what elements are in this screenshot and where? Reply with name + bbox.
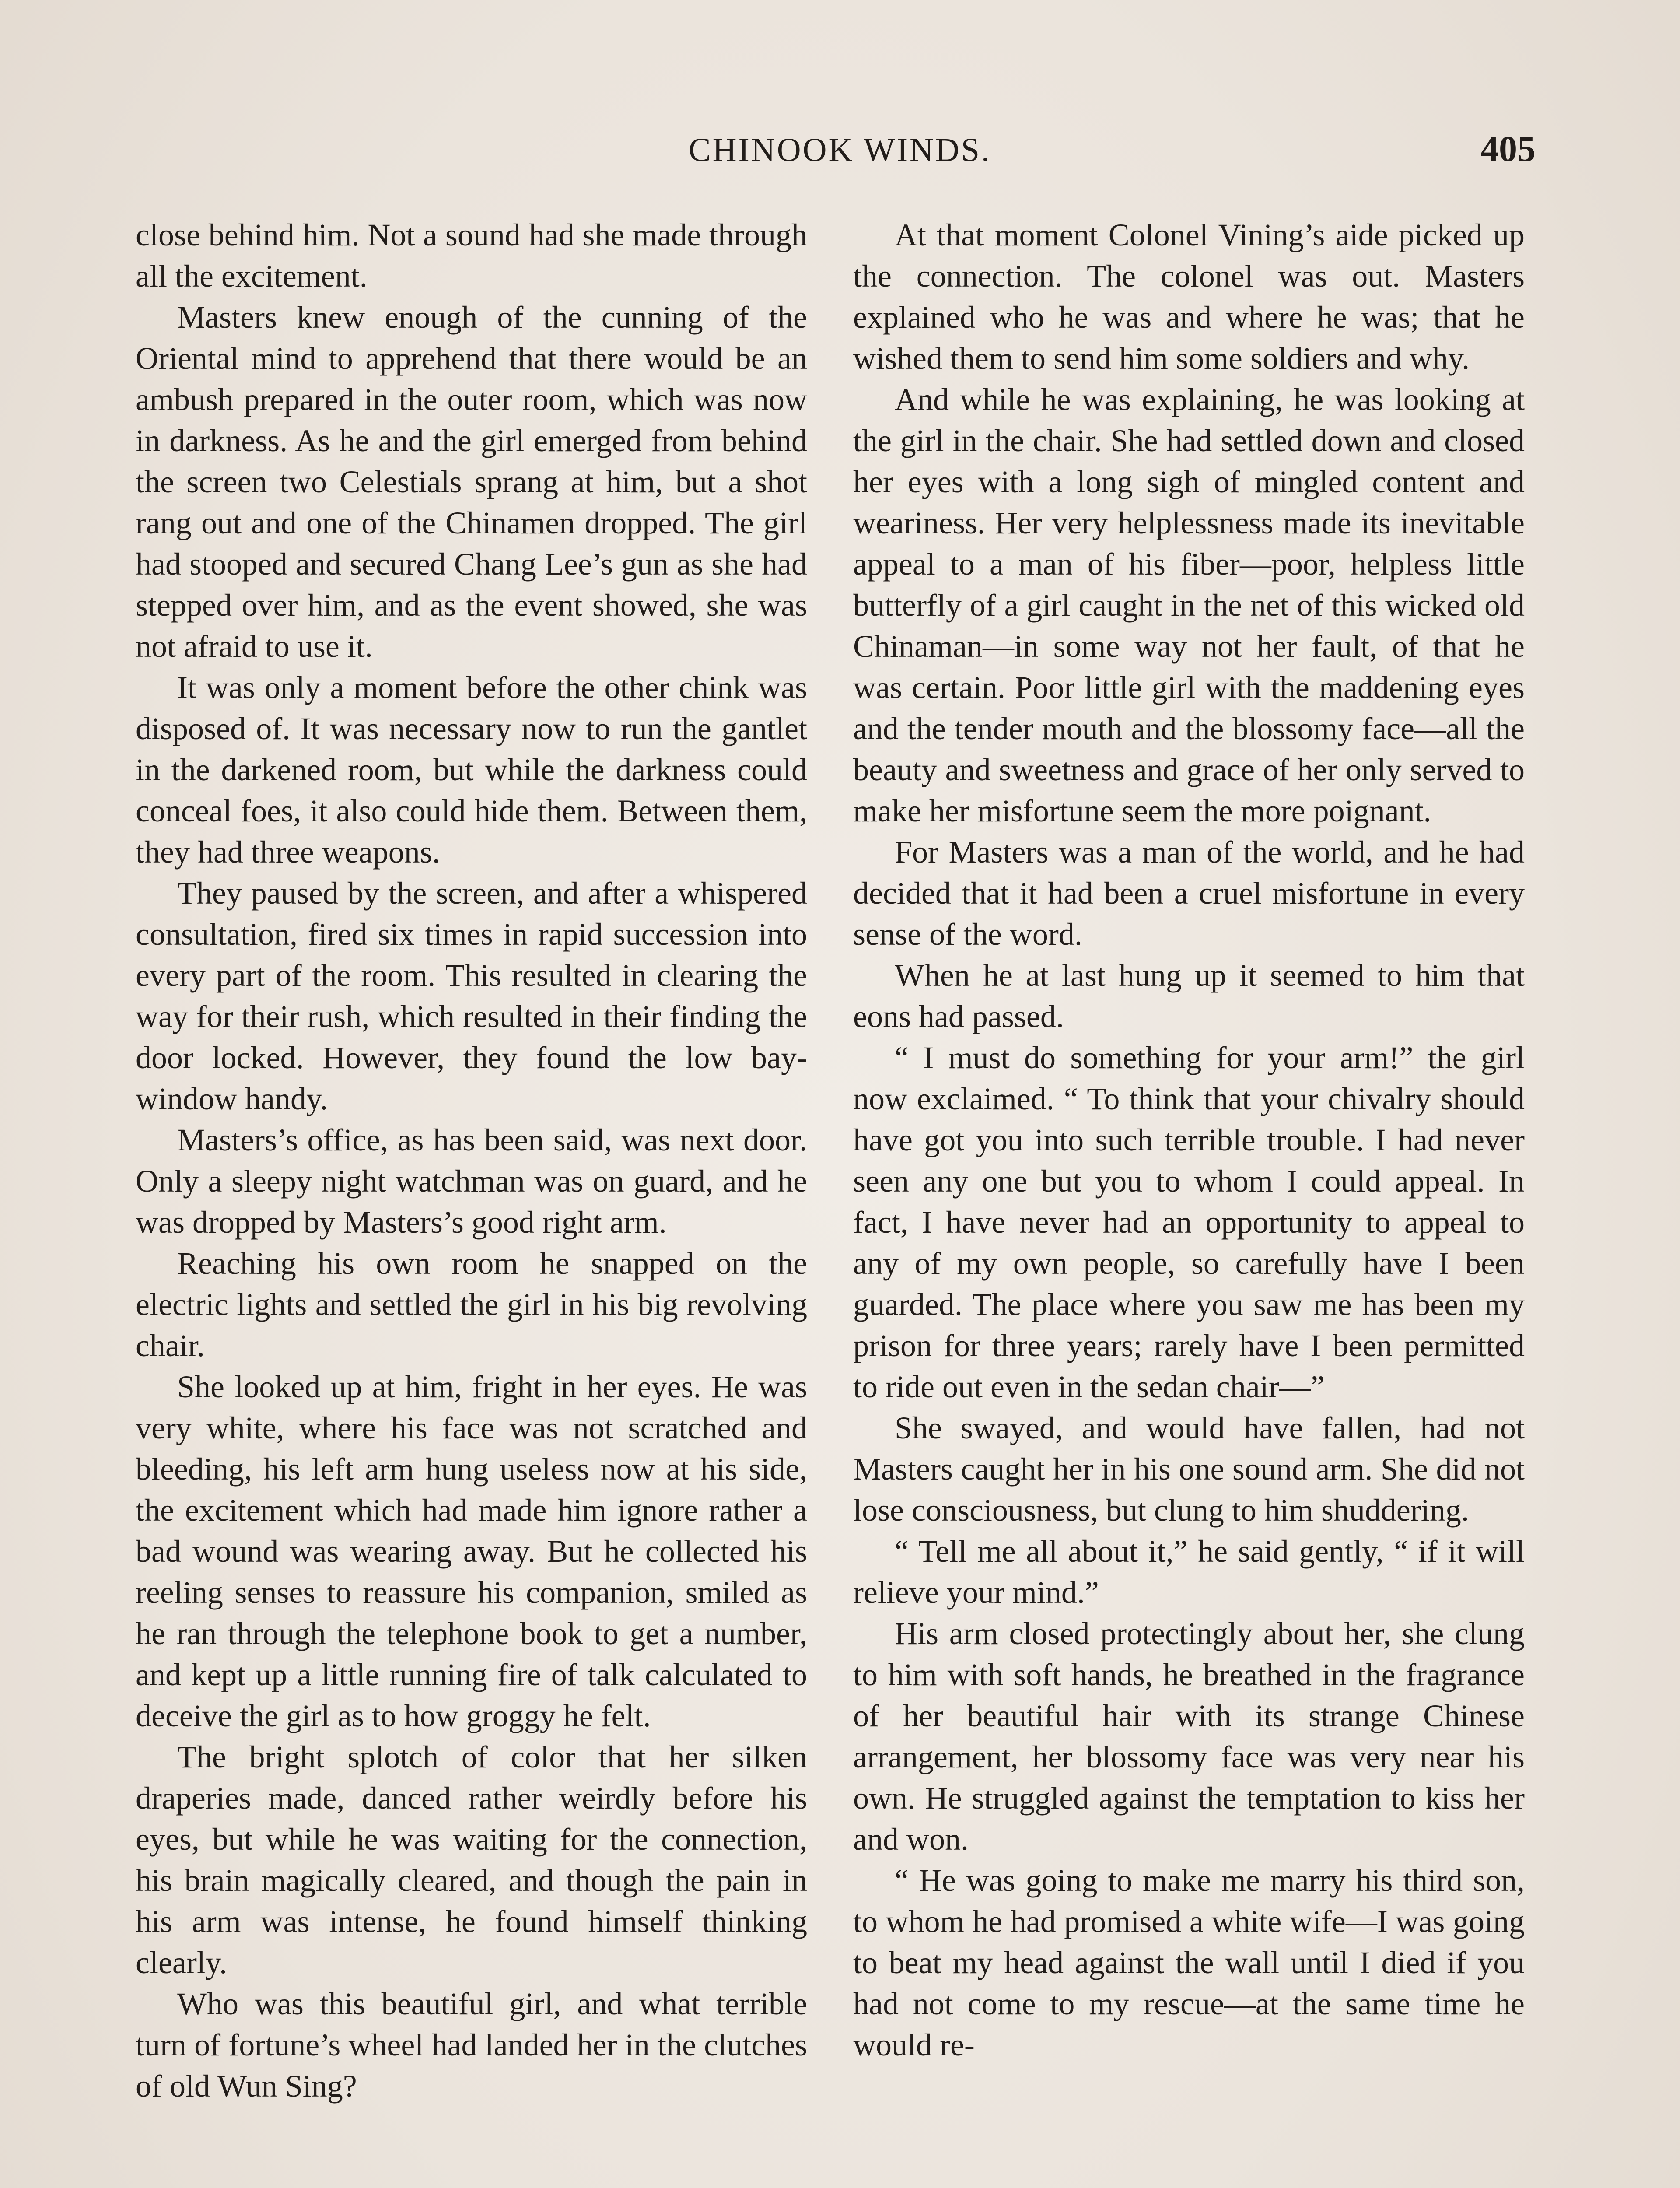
paragraph: Masters’s office, as has been said, was next door. Only a sleepy night watchman was on guard, and he was dropped by Masters’s good right arm. bbox=[136, 1122, 807, 1240]
paragraph: When he at last hung up it seemed to him that eons had passed. bbox=[853, 958, 1525, 1034]
paragraph: Who was this beautiful girl, and what terrible turn of fortune’s wheel had landed her in the clutches of old Wun Sing? bbox=[136, 1986, 807, 2104]
paragraph: She swayed, and would have fallen, had not Masters caught her in his one sound arm. She did not lose consciousness, but clung to him shuddering. bbox=[853, 1410, 1525, 1528]
paragraph: And while he was explaining, he was looking at the girl in the chair. She had settled down and closed her eyes with a long sigh of mingled content and weariness. Her very helplessness made its inevitable appeal to a man of his fiber—poor, helpless little butterfly of a girl caught in the net of this wicked old Chinaman—in some way not her fault, of that he was certain. Poor little girl with the maddening eyes and the tender mouth and the blossomy face—all the beauty and sweetness and grace of her only served to make her misfortune seem the more poignant. bbox=[853, 382, 1525, 828]
paragraph: She looked up at him, fright in her eyes. He was very white, where his face was not scratched and bleeding, his left arm hung useless now at his side, the excitement which had made him ignore rather a bad wound was wearing away. But he collected his reeling senses to reassure his companion, smiled as he ran through the telephone book to get a number, and kept up a little running fire of talk calculated to deceive the girl as to how groggy he felt. bbox=[136, 1369, 807, 1733]
page-header bbox=[131, 131, 1549, 184]
right-column bbox=[853, 214, 1525, 2065]
paragraph: close behind him. Not a sound had she made through all the excitement. bbox=[136, 217, 807, 294]
paragraph: “ Tell me all about it,” he said gently, “ if it will relieve your mind.” bbox=[853, 1534, 1525, 1610]
paragraph: The bright splotch of color that her silken draperies made, danced rather weirdly before his eyes, but while he was waiting for the connection, his brain magically cleared, and though the pain in his arm was intense, he found himself thinking clearly. bbox=[136, 1739, 807, 1980]
paragraph: Masters knew enough of the cunning of the Oriental mind to apprehend that there would be an ambush prepared in the outer room, which was now in darkness. As he and the girl emerged from behind the screen two Celestials sprang at him, but a shot rang out and one of the Chinamen dropped. The girl had stooped and secured Chang Lee’s gun as she had stepped over him, and as the event showed, she was not afraid to use it. bbox=[136, 300, 807, 664]
left-column bbox=[136, 214, 807, 2107]
paragraph: They paused by the screen, and after a whispered consultation, fired six times in rapid succession into every part of the room. This resulted in clearing the way for their rush, which resulted in their finding the door locked. However, they found the low bay-window handy. bbox=[136, 876, 807, 1116]
paragraph: His arm closed protectingly about her, she clung to him with soft hands, he breathed in the fragrance of her beautiful hair with its strange Chinese arrangement, her blossomy face was very near his own. He struggled against the temptation to kiss her and won. bbox=[853, 1616, 1525, 1857]
paragraph: For Masters was a man of the world, and he had decided that it had been a cruel misfortune in every sense of the word. bbox=[853, 835, 1525, 952]
paragraph: At that moment Colonel Vining’s aide picked up the connection. The colonel was out. Masters explained who he was and where he was; that he wished them to send him some soldiers and why. bbox=[853, 217, 1525, 376]
paragraph: It was only a moment before the other chink was disposed of. It was necessary now to run the gantlet in the darkened room, but while the darkness could conceal foes, it also could hide them. Between them, they had three weapons. bbox=[136, 670, 807, 870]
page-number: 405 bbox=[1480, 129, 1536, 169]
running-title: CHINOOK WINDS. bbox=[688, 132, 992, 168]
paragraph: “ He was going to make me marry his third son, to whom he had promised a white wife—I was going to beat my head against the wall until I died if you had not come to my rescue—at the same time he would re- bbox=[853, 1863, 1525, 2062]
paragraph: Reaching his own room he snapped on the electric lights and settled the girl in his big revolving chair. bbox=[136, 1246, 807, 1363]
paragraph: “ I must do something for your arm!” the girl now exclaimed. “ To think that your chivalry should have got you into such terrible trouble. I had never seen any one but you to whom I could appeal. In fact, I have never had an opportunity to appeal to any of my own people, so carefully have I been guarded. The place where you saw me has been my prison for three years; rarely have I been permitted to ride out even in the sedan chair—” bbox=[853, 1040, 1525, 1404]
